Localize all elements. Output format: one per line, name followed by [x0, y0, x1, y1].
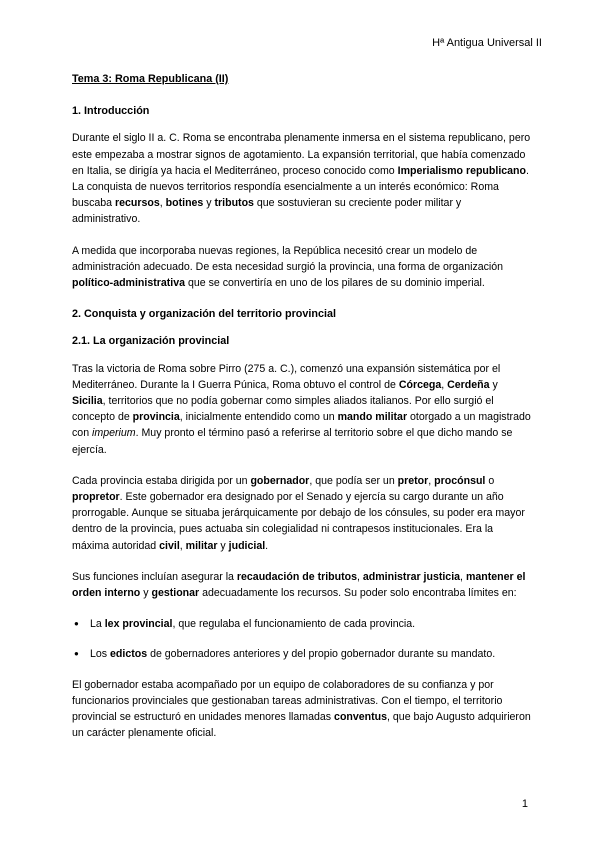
section-heading-conquista: 2. Conquista y organización del territorio provincial	[72, 308, 336, 321]
section-heading-introduccion: 1. Introducción	[72, 105, 150, 118]
page-number: 1	[521, 798, 528, 810]
list-item: ● Los edictos de gobernadores anteriores y del propio gobernador durante su mandato.	[72, 646, 532, 662]
running-header: Hª Antigua Universal II	[432, 37, 542, 49]
limits-list	[72, 616, 532, 662]
list-item: ● La lex provincial, que regulaba el funcionamiento de cada provincia.	[72, 616, 532, 632]
paragraph-organizacion-4: El gobernador estaba acompañado por un equipo de colaboradores de su confianza y por funcionarios provinciales que gestionaban tareas administrativas. Con el tiempo, el territorio provincial se estructuró en unidades menores llamadas conventus, que bajo Augusto adquirieron un carácter plenamente oficial.	[72, 678, 531, 740]
paragraph-organizacion-1: Tras la victoria de Roma sobre Pirro (275 a. C.), comenzó una expansión sistemática por el Mediterráneo. Durante la I Guerra Púnica, Roma obtuvo el control de Córcega, Cerdeña y Sicilia, territorios que no podía gobernar como simples aliados italianos. Por ello surgió el concepto de provincia, inicialmente entendido como un mando militar otorgado a un magistrado con imperium. Muy pronto el término pasó a referirse al territorio sobre el que dicho mando se ejercía.	[72, 362, 531, 456]
document-body	[72, 71, 532, 753]
paragraph-introduccion-2: A medida que incorporaba nuevas regiones, la República necesitó crear un modelo de administración adecuado. De esta necesidad surgió la provincia, una forma de organización político-administrativa que se convertiría en uno de los pilares de su dominio imperial.	[72, 244, 504, 290]
paragraph-organizacion-3: Sus funciones incluían asegurar la recaudación de tributos, administrar justicia, mantener el orden interno y gestionar adecuadamente los recursos. Su poder solo encontraba límites en:	[72, 570, 526, 600]
subsection-heading-organizacion: 2.1. La organización provincial	[72, 335, 230, 348]
paragraph-organizacion-2: Cada provincia estaba dirigida por un gobernador, que podía ser un pretor, procónsul o propretor. Este gobernador era designado por el Senado y ejercía su cargo durante un año prorrogable. Aunque se situaba jerárquicamente por debajo de los cónsules, su poder era mayor dentro de la provincia, pues actuaba sin colegialidad ni contrapesos institucionales. Era la máxima autoridad civil, militar y judicial.	[72, 474, 525, 552]
document-title: Tema 3: Roma Republicana (II)	[72, 73, 229, 85]
paragraph-introduccion-1: Durante el siglo II a. C. Roma se encontraba plenamente inmersa en el sistema republicano, pero este empezaba a mostrar signos de agotamiento. La expansión territorial, que había comenzado en Italia, se dirigía ya hacia el Mediterráneo, proceso conocido como Imperialismo republicano. La conquista de nuevos territorios respondía esencialmente a un interés económico: Roma buscaba recursos, botines y tributos que sostuvieran su creciente poder militar y administrativo.	[72, 132, 531, 226]
